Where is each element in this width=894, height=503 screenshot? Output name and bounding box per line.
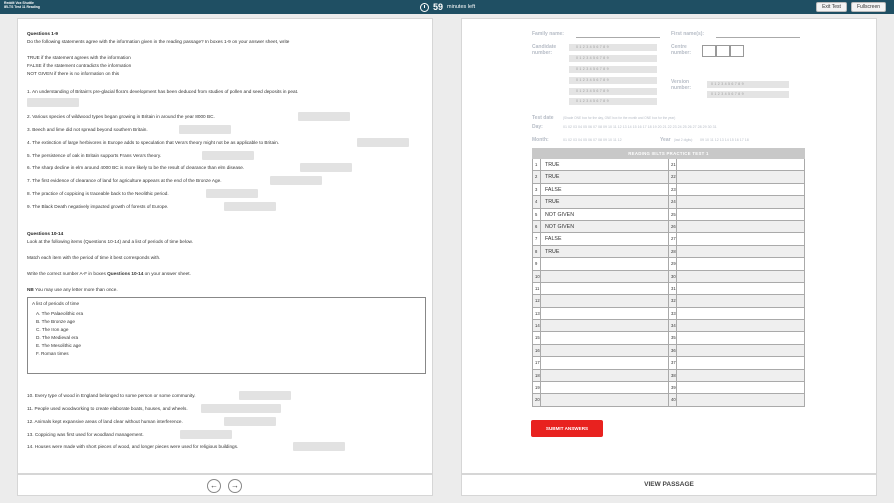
first-names-line <box>716 37 800 38</box>
nb-note <box>27 287 118 292</box>
answer-input-6[interactable] <box>300 163 352 172</box>
answer-number: 7 <box>533 233 541 245</box>
match-instruction: Match each item with the period of time it best corresponds with. <box>27 255 161 260</box>
test-date-label: Test date <box>532 115 554 121</box>
answer-row <box>532 382 805 394</box>
answer-number: 38 <box>669 370 677 382</box>
exit-test-button[interactable]: Exit Test <box>816 2 847 12</box>
answer-input-8[interactable] <box>206 189 258 198</box>
answer-cell[interactable] <box>677 209 805 221</box>
answer-number: 23 <box>669 184 677 196</box>
answer-number: 15 <box>533 332 541 344</box>
question-12: 12. Animals kept expansive areas of land clear without human interference. <box>27 419 183 424</box>
answer-number: 34 <box>669 320 677 332</box>
timer-icon <box>420 3 429 12</box>
question-9: 9. The Black Death negatively impacted growth of forests of Europe. <box>27 204 169 209</box>
view-passage-button[interactable]: VIEW PASSAGE <box>461 474 877 496</box>
answer-cell[interactable] <box>541 394 669 406</box>
answer-number: 26 <box>669 221 677 233</box>
answer-number: 36 <box>669 345 677 357</box>
question-13: 13. Coppicing was first used for woodland management. <box>27 432 144 437</box>
answer-row <box>532 196 805 208</box>
answer-input-1[interactable] <box>27 98 79 107</box>
period-c: C. The Iron age <box>36 327 69 332</box>
prev-button[interactable]: ← <box>207 479 221 493</box>
answer-row <box>532 332 805 344</box>
answer-cell[interactable] <box>677 233 805 245</box>
fullscreen-button[interactable]: Fullscreen <box>851 2 886 12</box>
answer-cell[interactable] <box>541 258 669 270</box>
question-4: 4. The extinction of large herbivores in Europe adds to speculation that Vera's theory might not be as applicable to Britain. <box>27 140 280 145</box>
answer-number: 20 <box>533 394 541 406</box>
answer-number: 19 <box>533 382 541 394</box>
answer-input-9[interactable] <box>224 202 276 211</box>
candidate-digits-row-4: 0 1 2 3 4 5 6 7 8 9 <box>569 77 657 84</box>
question-2: 2. Various species of wildwood types began growing in Britain in around the year 8000 BC. <box>27 114 215 119</box>
answer-input-13[interactable] <box>180 430 232 439</box>
answer-cell[interactable]: NOT GIVEN <box>541 221 669 233</box>
answer-number: 40 <box>669 394 677 406</box>
answer-cell[interactable] <box>677 258 805 270</box>
day-numbers: 01 02 03 04 05 06 07 08 09 10 11 12 13 14 15 16 17 18 19 20 21 22 23 24 25 26 27 28 29 30 31 <box>563 125 717 129</box>
answer-cell[interactable]: TRUE <box>541 196 669 208</box>
key-true: TRUE if the statement agrees with the information <box>27 55 131 60</box>
answer-number: 5 <box>533 209 541 221</box>
answer-cell[interactable] <box>677 308 805 320</box>
answer-cell[interactable] <box>677 283 805 295</box>
answer-number: 11 <box>533 283 541 295</box>
version-number-label: Version number: <box>671 79 691 91</box>
centre-box-2 <box>716 45 730 57</box>
question-nav <box>17 474 433 496</box>
answer-cell[interactable] <box>541 283 669 295</box>
answer-input-3[interactable] <box>179 125 231 134</box>
question-14: 14. Houses were made with short pieces of wood, and longer pieces were used for religious buildings. <box>27 444 239 449</box>
month-label: Month: <box>532 137 549 143</box>
answer-number: 33 <box>669 308 677 320</box>
answer-cell[interactable] <box>541 308 669 320</box>
answer-number: 16 <box>533 345 541 357</box>
answer-number: 39 <box>669 382 677 394</box>
answer-row <box>532 159 805 171</box>
write-prefix: Write the correct number A-F in boxes <box>27 271 108 276</box>
answer-number: 37 <box>669 357 677 369</box>
answer-cell[interactable] <box>677 196 805 208</box>
centre-box-1 <box>702 45 716 57</box>
first-names-label: First name(s): <box>671 31 705 37</box>
family-name-label: Family name: <box>532 31 564 37</box>
answer-cell[interactable]: FALSE <box>541 184 669 196</box>
question-3: 3. Beech and lime did not spread beyond southern Britain. <box>27 127 148 132</box>
answer-row <box>532 295 805 307</box>
answer-cell[interactable] <box>541 382 669 394</box>
answer-row <box>532 246 805 258</box>
periods-list-title: A list of periods of time <box>32 301 80 306</box>
answer-number: 14 <box>533 320 541 332</box>
answer-row <box>532 394 805 406</box>
answer-row <box>532 209 805 221</box>
answer-input-12[interactable] <box>224 417 276 426</box>
answer-row <box>532 221 805 233</box>
answer-row <box>532 370 805 382</box>
answer-row <box>532 345 805 357</box>
answer-row <box>532 233 805 245</box>
answer-number: 12 <box>533 295 541 307</box>
candidate-digits-row-3: 0 1 2 3 4 5 6 7 8 9 <box>569 66 657 73</box>
answer-number: 8 <box>533 246 541 258</box>
version-digits-row-1: 0 1 2 3 4 5 6 7 8 9 <box>707 81 789 88</box>
timer <box>420 1 475 13</box>
year-label: Year <box>660 137 671 143</box>
answer-cell[interactable] <box>541 271 669 283</box>
answer-number: 22 <box>669 171 677 183</box>
questions-1-9-heading: Questions 1-9 <box>27 31 58 36</box>
answer-input-11[interactable] <box>201 404 281 413</box>
question-7: 7. The first evidence of clearance of land for agriculture appears at the end of the Bronze Age. <box>27 178 222 183</box>
write-suffix: on your answer sheet. <box>143 271 191 276</box>
day-label: Day: <box>532 124 543 130</box>
year-note: (last 2 digits): <box>674 138 693 142</box>
answer-number: 32 <box>669 295 677 307</box>
answer-cell[interactable] <box>677 271 805 283</box>
period-b: B. The Bronze age <box>36 319 76 324</box>
answer-table <box>532 148 805 407</box>
answer-input-4[interactable] <box>357 138 409 147</box>
answer-cell[interactable]: TRUE <box>541 171 669 183</box>
submit-answers-button[interactable]: SUBMIT ANSWERS <box>531 420 603 437</box>
year-numbers: 09 10 11 12 13 14 15 16 17 18 <box>700 138 749 142</box>
answer-rows <box>532 159 805 407</box>
answer-cell[interactable] <box>677 332 805 344</box>
answer-number: 4 <box>533 196 541 208</box>
timer-label: minutes left <box>447 4 476 10</box>
answer-row <box>532 283 805 295</box>
answer-cell[interactable] <box>677 159 805 171</box>
write-bold: Questions 10-14 <box>107 271 144 276</box>
candidate-digits-row-5: 0 1 2 3 4 5 6 7 8 9 <box>569 88 657 95</box>
candidate-digits-row-2: 0 1 2 3 4 5 6 7 8 9 <box>569 55 657 62</box>
answer-row <box>532 308 805 320</box>
answer-number: 1 <box>533 159 541 171</box>
period-d: D. The Medieval era <box>36 335 79 340</box>
questions-10-14-instruction: Look at the following items (Questions 10-14) and a list of periods of time below. <box>27 239 193 244</box>
month-numbers: 01 02 03 04 05 06 07 08 09 10 11 12 <box>563 138 622 142</box>
question-11: 11. People used woodworking to create elaborate boats, houses, and wheels. <box>27 406 188 411</box>
answer-cell[interactable] <box>677 221 805 233</box>
answer-row <box>532 184 805 196</box>
answer-cell[interactable] <box>677 246 805 258</box>
answer-row <box>532 258 805 270</box>
top-bar <box>0 0 894 14</box>
centre-box-3 <box>730 45 744 57</box>
key-false: FALSE if the statement contradicts the information <box>27 63 132 68</box>
brand-line-1: Reddit Vox Shuttle <box>4 1 34 5</box>
period-e: E. The Mesolithic age <box>36 343 81 348</box>
answer-number: 29 <box>669 258 677 270</box>
answer-input-10[interactable] <box>239 391 291 400</box>
answer-cell[interactable] <box>541 370 669 382</box>
centre-number-label: Centre number: <box>671 44 691 56</box>
answer-row <box>532 357 805 369</box>
answer-input-2[interactable] <box>298 112 350 121</box>
answer-cell[interactable] <box>677 382 805 394</box>
answer-input-14[interactable] <box>293 442 345 451</box>
question-10: 10. Every type of wood in England belonged to some person or some community. <box>27 393 196 398</box>
answer-number: 35 <box>669 332 677 344</box>
nb-text: You may use any letter more than once. <box>33 287 118 292</box>
answer-number: 27 <box>669 233 677 245</box>
answer-number: 13 <box>533 308 541 320</box>
questions-10-14-heading: Questions 10-14 <box>27 231 64 236</box>
period-f: F. Roman times <box>36 351 69 356</box>
answer-number: 18 <box>533 370 541 382</box>
answer-cell[interactable] <box>541 345 669 357</box>
answer-cell[interactable]: TRUE <box>541 246 669 258</box>
answer-number: 6 <box>533 221 541 233</box>
period-a: A. The Palaeolithic era <box>36 311 84 316</box>
answer-cell[interactable] <box>677 295 805 307</box>
answer-number: 3 <box>533 184 541 196</box>
answer-cell[interactable]: TRUE <box>541 159 669 171</box>
answer-table-title: READING IELTS PRACTICE TEST 1 <box>532 148 805 159</box>
answer-row <box>532 171 805 183</box>
answer-number: 10 <box>533 271 541 283</box>
answer-row <box>532 320 805 332</box>
candidate-digits-row-6: 0 1 2 3 4 5 6 7 8 9 <box>569 98 657 105</box>
answer-number: 17 <box>533 357 541 369</box>
timer-minutes: 59 <box>433 2 444 12</box>
answer-cell[interactable] <box>677 184 805 196</box>
answer-row <box>532 271 805 283</box>
write-instruction <box>27 271 191 276</box>
answer-cell[interactable]: NOT GIVEN <box>541 209 669 221</box>
answer-input-7[interactable] <box>270 176 322 185</box>
answer-cell[interactable]: FALSE <box>541 233 669 245</box>
question-1: 1. An understanding of Britain's pre-glacial flora's development has been deduced from studies of pollen and seed deposits in peat. <box>27 89 299 94</box>
answer-cell[interactable] <box>677 370 805 382</box>
answer-number: 9 <box>533 258 541 270</box>
answer-cell[interactable] <box>677 357 805 369</box>
brand-line-2: IELTS Test 11 Reading <box>4 5 40 10</box>
answer-number: 24 <box>669 196 677 208</box>
question-5: 5. The persistence of oak in Britain supports Frans Vera's theory. <box>27 153 162 158</box>
periods-list-box <box>27 297 426 374</box>
answer-cell[interactable] <box>541 332 669 344</box>
answer-number: 2 <box>533 171 541 183</box>
question-panel[interactable] <box>17 18 433 474</box>
answer-cell[interactable] <box>541 357 669 369</box>
key-not-given: NOT GIVEN if there is no information on this <box>27 71 120 76</box>
answer-cell[interactable] <box>677 345 805 357</box>
candidate-digits-row-1: 0 1 2 3 4 5 6 7 8 9 <box>569 44 657 51</box>
answer-cell[interactable] <box>677 171 805 183</box>
question-8: 8. The practice of coppicing is traceable back to the Neolithic period. <box>27 191 169 196</box>
nb-label: NB <box>27 287 34 292</box>
answer-number: 30 <box>669 271 677 283</box>
family-name-line <box>576 37 660 38</box>
version-digits-row-2: 0 1 2 3 4 5 6 7 8 9 <box>707 91 789 98</box>
answer-cell[interactable] <box>541 295 669 307</box>
answer-number: 25 <box>669 209 677 221</box>
answer-cell[interactable] <box>677 394 805 406</box>
test-date-note: (Shade ONE box for the day, ONE box for the month and ONE box for the year) <box>563 116 676 120</box>
candidate-number-label: Candidate number: <box>532 44 557 56</box>
question-6: 6. The sharp decline in elm around 4000 BC is more likely to be the result of clearance than elm disease. <box>27 165 245 170</box>
answer-cell[interactable] <box>677 320 805 332</box>
brand-title <box>4 1 40 9</box>
answer-number: 21 <box>669 159 677 171</box>
answer-input-5[interactable] <box>202 151 254 160</box>
answer-cell[interactable] <box>541 320 669 332</box>
questions-1-9-instruction: Do the following statements agree with the information given in the reading passage? In boxes 1-9 on your answer sheet, write <box>27 39 290 44</box>
next-button[interactable]: → <box>228 479 242 493</box>
answer-number: 28 <box>669 246 677 258</box>
answer-number: 31 <box>669 283 677 295</box>
